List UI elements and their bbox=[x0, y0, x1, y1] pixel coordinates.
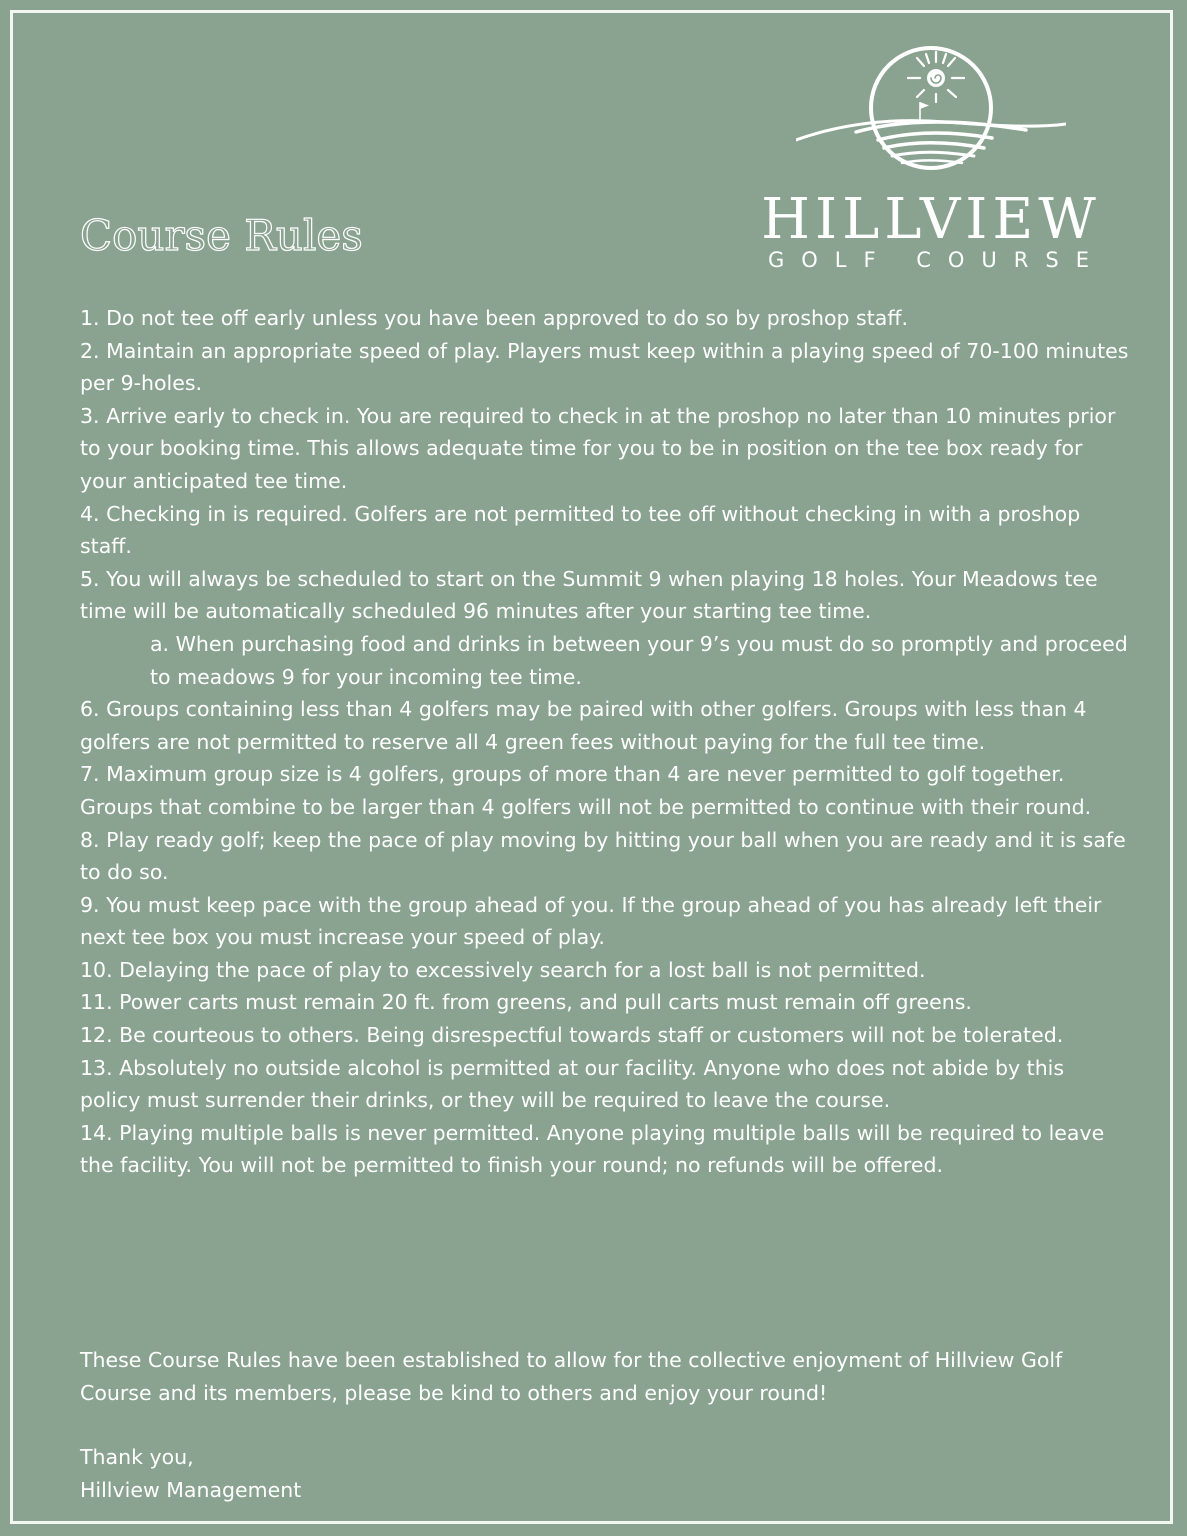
rule-item: 5. You will always be scheduled to start on the Summit 9 when playing 18 holes. Your Meadows tee time will be automatically scheduled 96 minutes after your starting tee time. bbox=[80, 566, 1098, 624]
flag-icon bbox=[920, 102, 929, 122]
rule-item: 9. You must keep pace with the group ahead of you. If the group ahead of you has already left their next tee box you must increase your speed of play. bbox=[80, 892, 1102, 950]
rule-item: 1. Do not tee off early unless you have been approved to do so by proshop staff. bbox=[80, 306, 908, 330]
rule-item: 11. Power carts must remain 20 ft. from greens, and pull carts must remain off greens. bbox=[80, 990, 972, 1015]
rules-list bbox=[80, 302, 1130, 1182]
rule-item: 3. Arrive early to check in. You are required to check in at the proshop no later than 10 minutes prior to your booking time. This allows adequate time for you to be in position on the tee box ready for your anticipated tee time. bbox=[80, 403, 1116, 493]
hillview-emblem-icon bbox=[796, 40, 1066, 190]
page-title: Course Rules bbox=[80, 211, 363, 260]
logo-brand-subtitle: GOLF COURSE bbox=[767, 248, 1106, 272]
rule-item: 12. Be courteous to others. Being disrespectful towards staff or customers will not be tolerated. bbox=[80, 1023, 1064, 1048]
rule-item: 2. Maintain an appropriate speed of play. Players must keep within a playing speed of 70-100 minutes per 9-holes. bbox=[80, 338, 1129, 396]
signoff-thanks: Thank you, bbox=[80, 1445, 194, 1469]
rule-subitem: a. When purchasing food and drinks in between your 9’s you must do so promptly and proceed to meadows 9 for your incoming tee time. bbox=[150, 631, 1128, 689]
rule-item: 6. Groups containing less than 4 golfers may be paired with other golfers. Groups with less than 4 golfers are not permitted to reserve all 4 green fees without paying for the full tee time. bbox=[80, 697, 1087, 754]
hillview-logo bbox=[746, 40, 1116, 275]
rule-item: 8. Play ready golf; keep the pace of play moving by hitting your ball when you are ready and it is safe to do so. bbox=[80, 827, 1126, 885]
rule-item: 4. Checking in is required. Golfers are not permitted to tee off without checking in with a proshop staff. bbox=[80, 501, 1081, 559]
closing-paragraph: These Course Rules have been established to allow for the collective enjoyment of Hillview Golf Course and its members, please be kind to others and enjoy your round! bbox=[80, 1348, 1063, 1405]
hills-icon bbox=[796, 121, 1066, 163]
signoff bbox=[80, 1441, 680, 1506]
rule-item: 7. Maximum group size is 4 golfers, groups of more than 4 are never permitted to golf together. Groups that combine to be larger than 4 golfers will not be permitted to continue with their round. bbox=[80, 762, 1092, 819]
rule-item: 13. Absolutely no outside alcohol is permitted at our facility. Anyone who does not abide by this policy must surrender their drinks, or they will be required to leave the course. bbox=[80, 1055, 1065, 1113]
rule-item: 14. Playing multiple balls is never permitted. Anyone playing multiple balls will be required to leave the facility. You will not be permitted to finish your round; no refunds will be offered. bbox=[80, 1120, 1105, 1178]
signoff-signature: Hillview Management bbox=[80, 1477, 302, 1502]
sun-icon bbox=[908, 52, 964, 102]
rule-item: 10. Delaying the pace of play to excessively search for a lost ball is not permitted. bbox=[80, 957, 926, 982]
logo-brand-name: HILLVIEW bbox=[761, 187, 1101, 252]
